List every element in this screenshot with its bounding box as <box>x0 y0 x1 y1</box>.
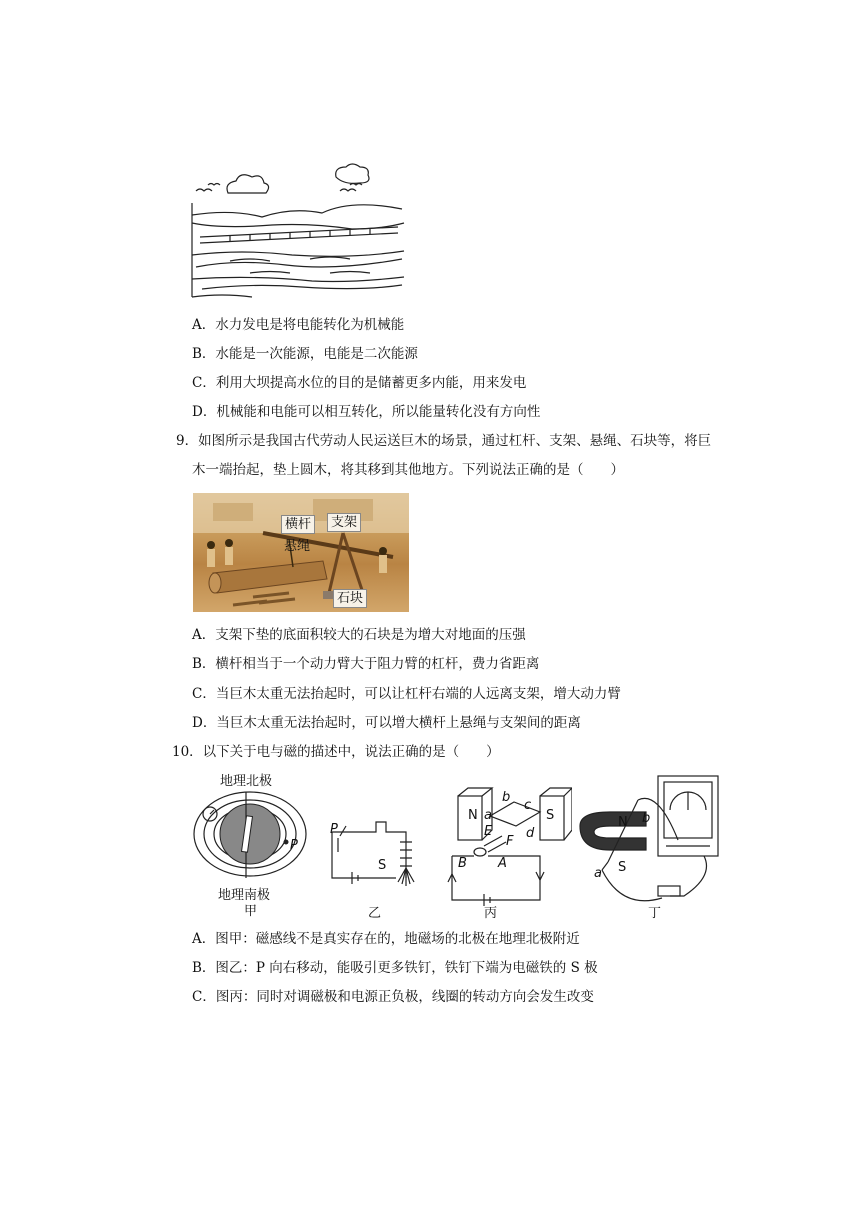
label-s-ding: S <box>618 860 627 875</box>
q10-stem: 10．以下关于电与磁的描述中，说法正确的是（ ） <box>172 744 500 760</box>
label-geo-north: 地理北极 <box>220 774 273 789</box>
label-c-bing: c <box>524 798 532 813</box>
label-n-bing: N <box>468 808 478 823</box>
q9-option-c: C．当巨木太重无法抬起时，可以让杠杆右端的人远离支架，增大动力臂 <box>192 686 621 702</box>
dam-illustration <box>190 163 406 301</box>
q10-option-c: C．图丙：同时对调磁极和电源正负极，线圈的转动方向会发生改变 <box>192 989 594 1005</box>
label-b-bing: b <box>502 790 511 805</box>
q8-option-c: C．利用大坝提高水位的目的是储蓄更多内能，用来发电 <box>192 375 527 391</box>
label-support: 支架 <box>327 513 361 532</box>
label-crossbar: 横杆 <box>281 515 315 534</box>
q8-option-b: B．水能是一次能源，电能是二次能源 <box>192 346 418 362</box>
q10-option-a: A．图甲：磁感线不是真实存在的，地磁场的北极在地理北极附近 <box>192 931 580 947</box>
label-geo-south: 地理南极 <box>218 888 271 903</box>
label-e-bing: E <box>484 824 493 839</box>
q9-option-b: B．横杆相当于一个动力臂大于阻力臂的杠杆，费力省距离 <box>192 656 540 672</box>
label-jia: 甲 <box>244 904 258 919</box>
label-b-ding: b <box>642 811 651 826</box>
label-p-yi: P <box>330 822 338 837</box>
label-aa-bing: A <box>498 856 507 871</box>
q9-option-d: D．当巨木太重无法抬起时，可以增大横杆上悬绳与支架间的距离 <box>192 715 581 731</box>
figure-ding-induction <box>574 770 724 910</box>
figure-jia-earth-field <box>190 772 310 902</box>
q9-stem-line2: 木一端抬起，垫上圆木，将其移到其他地方。下列说法正确的是（ ） <box>192 462 624 478</box>
q8-option-a: A．水力发电是将电能转化为机械能 <box>192 317 405 333</box>
label-ding: 丁 <box>648 906 662 921</box>
label-a-bing: a <box>484 808 492 823</box>
q8-option-d: D．机械能和电能可以相互转化，所以能量转化没有方向性 <box>192 404 541 420</box>
figure-yi-electromagnet <box>326 812 422 892</box>
label-rope: 悬绳 <box>284 539 311 554</box>
label-p-jia: P <box>290 838 298 853</box>
label-a-ding: a <box>594 866 602 881</box>
log-transport-photo <box>193 493 409 612</box>
label-bing: 丙 <box>484 906 498 921</box>
q10-option-b: B．图乙：P 向右移动，能吸引更多铁钉，铁钉下端为电磁铁的 S 极 <box>192 960 598 976</box>
label-bb-bing: B <box>458 856 467 871</box>
q9-option-a: A．支架下垫的底面积较大的石块是为增大对地面的压强 <box>192 627 526 643</box>
label-stone: 石块 <box>333 589 367 608</box>
label-s-bing: S <box>546 808 555 823</box>
label-f-bing: F <box>506 834 514 849</box>
label-d-bing: d <box>526 826 535 841</box>
label-yi: 乙 <box>368 906 382 921</box>
label-n-ding: N <box>618 815 628 830</box>
label-s-yi: S <box>378 858 387 873</box>
q9-stem-line1: 9．如图所示是我国古代劳动人民运送巨木的场景，通过杠杆、支架、悬绳、石块等，将巨 <box>176 433 712 449</box>
